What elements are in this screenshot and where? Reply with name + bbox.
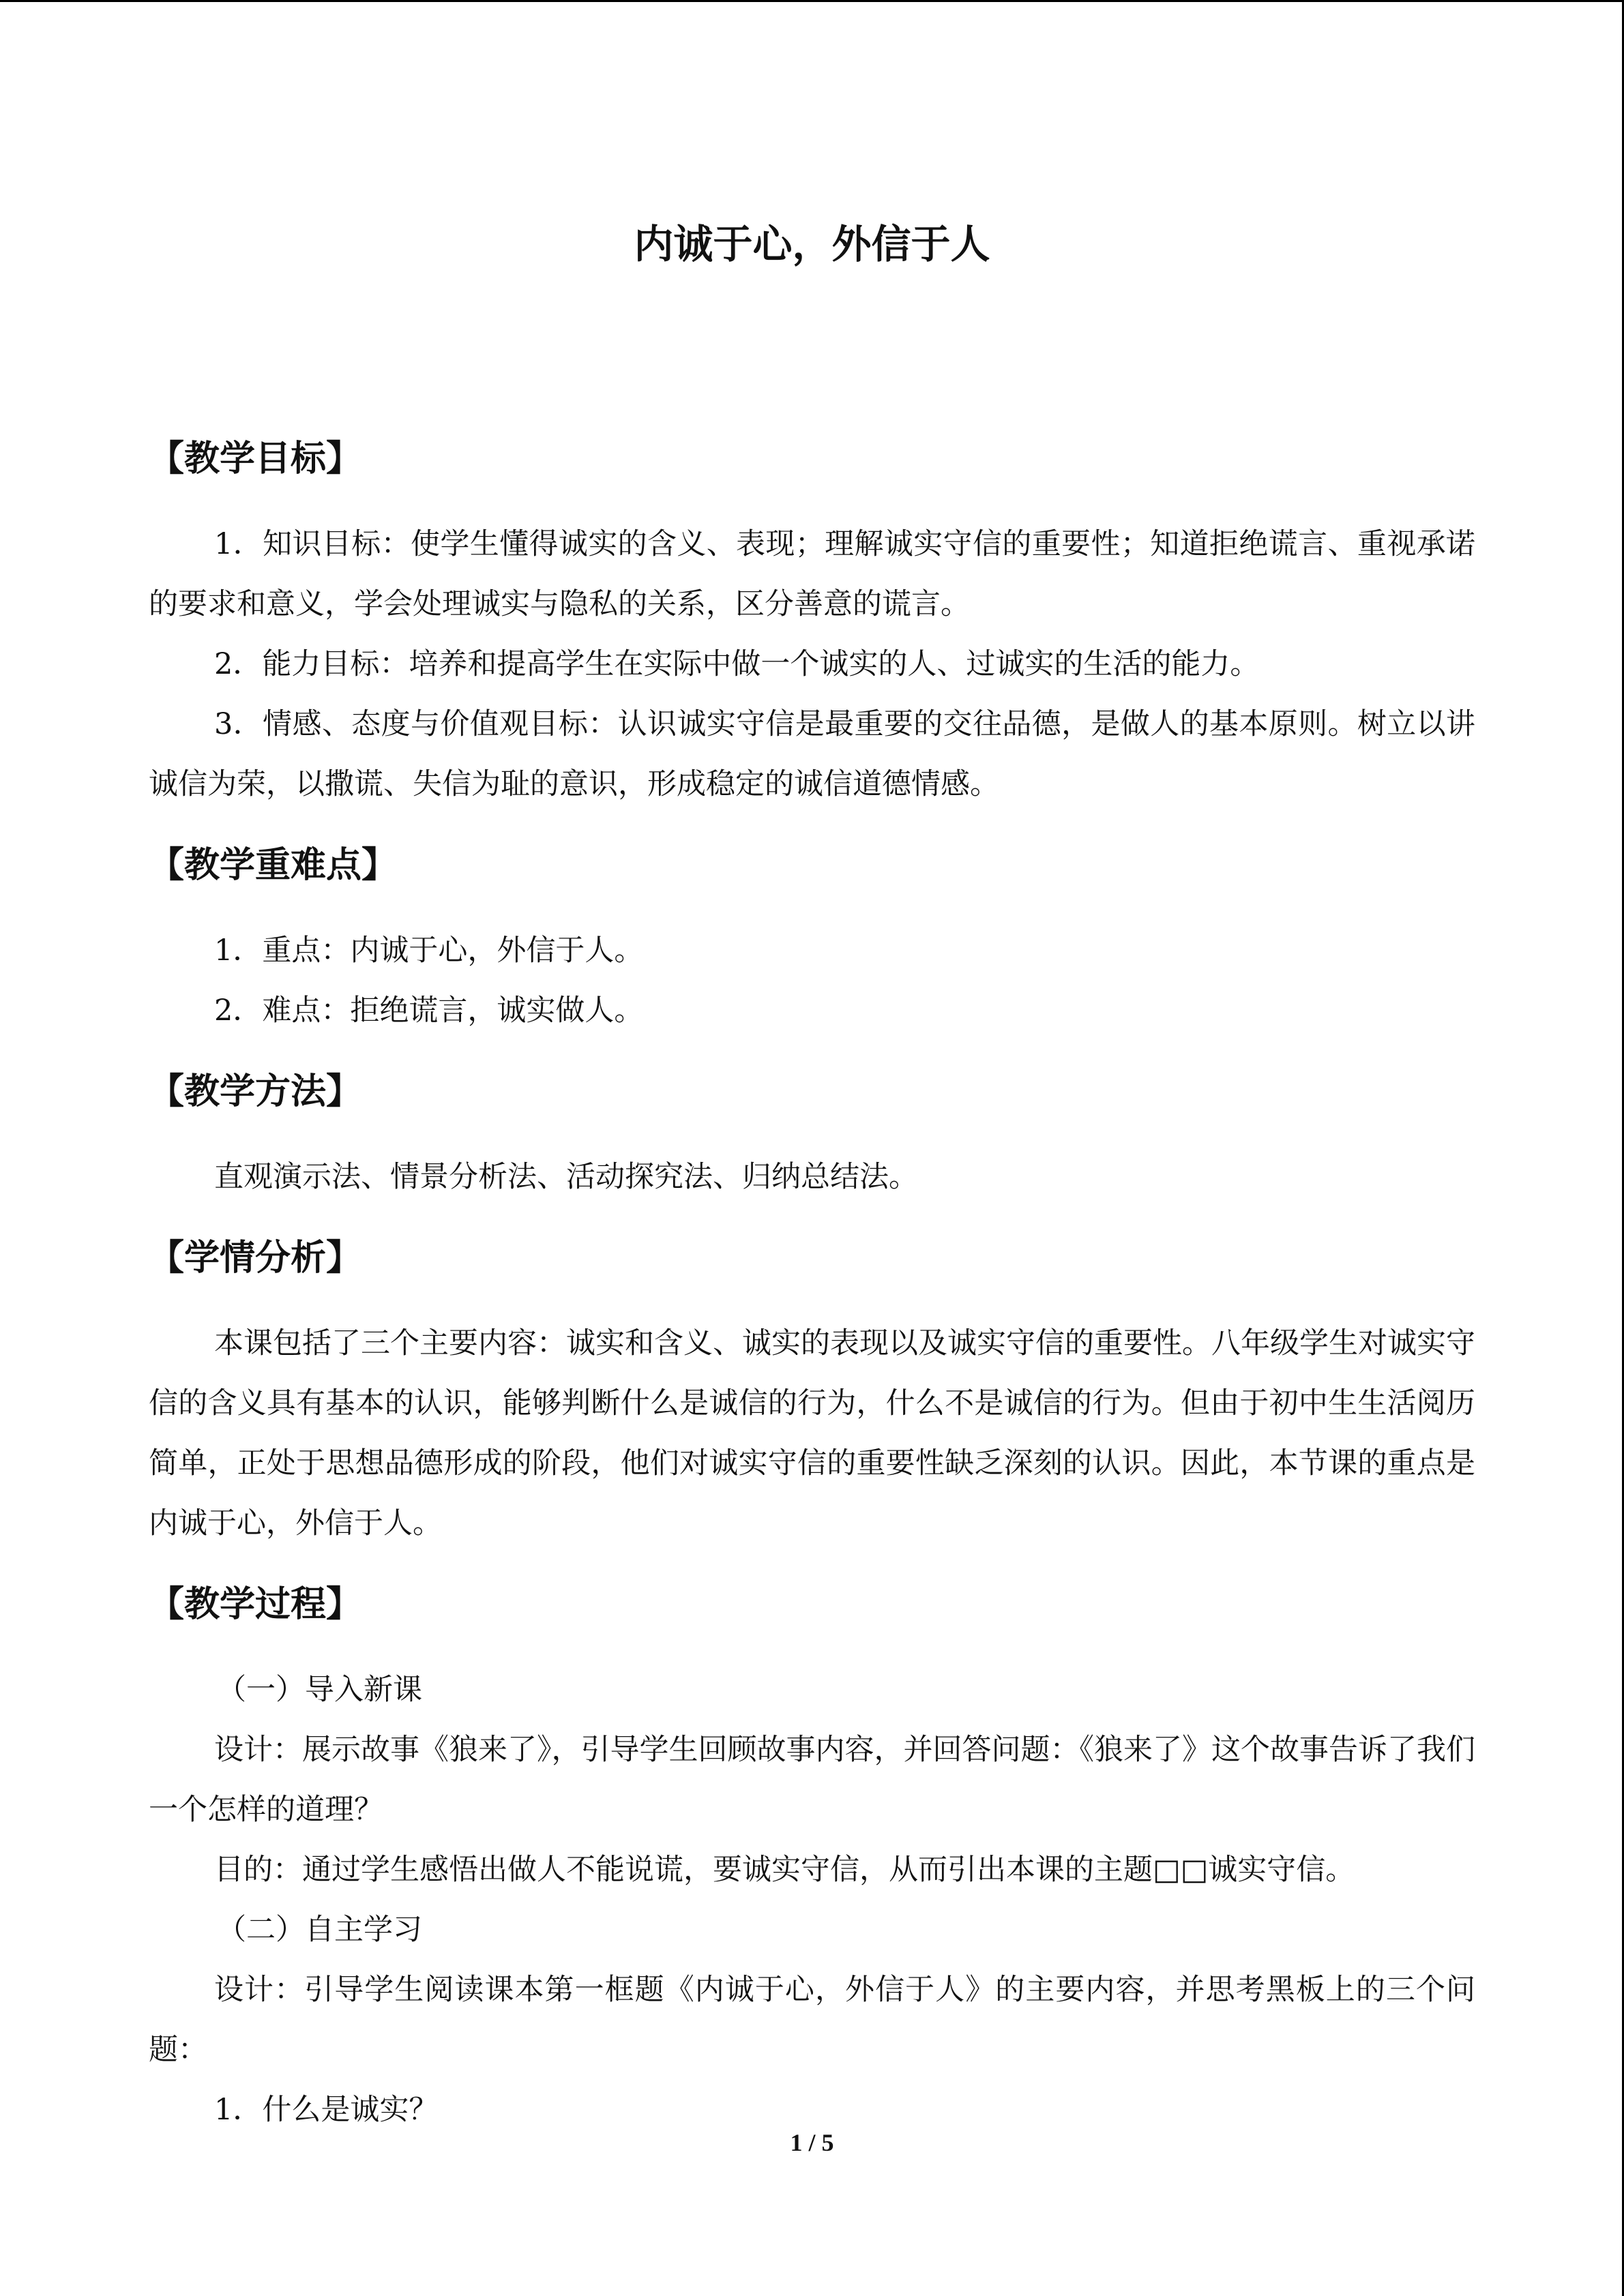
section-teaching-objectives (149, 428, 1475, 814)
paragraph: 1．知识目标：使学生懂得诚实的含义、表现；理解诚实守信的重要性；知道拒绝谎言、重视承诺的要求和意义，学会处理诚实与隐私的关系，区分善意的谎言。 (149, 527, 1475, 621)
paragraph: 2．能力目标：培养和提高学生在实际中做一个诚实的人、过诚实的生活的能力。 (214, 647, 1260, 681)
section-learner-analysis (149, 1227, 1475, 1553)
section-key-difficulties (149, 835, 1475, 1041)
paragraph: 设计：引导学生阅读课本第一框题《内诚于心，外信于人》的主要内容，并思考黑板上的三个问题： (149, 1973, 1475, 2067)
section-teaching-process (149, 1574, 1475, 2140)
section-heading: 【教学目标】 (149, 438, 362, 479)
document-body (149, 207, 1475, 2160)
paragraph: 目的：通过学生感悟出做人不能说谎，要诚实守信，从而引出本课的主题□□诚实守信。 (214, 1853, 1355, 1887)
document-title: 内诚于心，外信于人 (634, 221, 990, 267)
page-number: 1 / 5 (790, 2129, 834, 2156)
subsection-heading: （一）导入新课 (217, 1673, 422, 1707)
subsection-heading: （二）自主学习 (217, 1913, 422, 1947)
section-heading: 【教学过程】 (149, 1584, 362, 1625)
paragraph: 直观演示法、情景分析法、活动探究法、归纳总结法。 (214, 1160, 918, 1194)
section-heading: 【教学重难点】 (149, 845, 398, 886)
section-heading: 【学情分析】 (149, 1238, 362, 1279)
section-heading: 【教学方法】 (149, 1071, 362, 1112)
section-teaching-methods (149, 1061, 1475, 1207)
paragraph: 1．重点：内诚于心，外信于人。 (214, 934, 644, 968)
paragraph: 3．情感、态度与价值观目标：认识诚实守信是最重要的交往品德，是做人的基本原则。树立以讲诚信为荣，以撒谎、失信为耻的意识，形成稳定的诚信道德情感。 (149, 707, 1475, 801)
paragraph: 设计：展示故事《狼来了》，引导学生回顾故事内容，并回答问题：《狼来了》这个故事告诉了我们一个怎样的道理？ (149, 1733, 1475, 1827)
paragraph: 本课包括了三个主要内容：诚实和含义、诚实的表现以及诚实守信的重要性。八年级学生对诚实守信的含义具有基本的认识，能够判断什么是诚信的行为，什么不是诚信的行为。但由于初中生生活阅历简单，正处于思想品德形成的阶段，他们对诚实守信的重要性缺乏深刻的认识。因此，本节课的重点是内诚于心，外信于人。 (149, 1326, 1475, 1540)
paragraph: 2．难点：拒绝谎言，诚实做人。 (214, 994, 644, 1028)
paragraph: 1．什么是诚实？ (214, 2093, 439, 2127)
